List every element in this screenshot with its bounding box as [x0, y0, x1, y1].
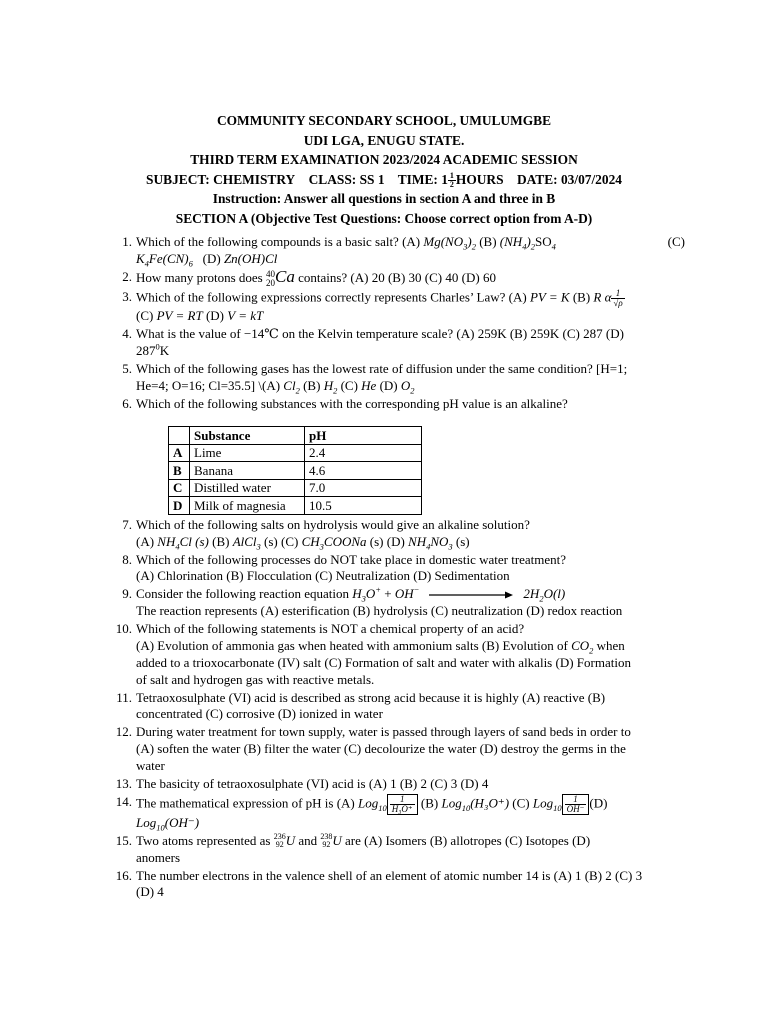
- table-row: D Milk of magnesia 10.5: [169, 497, 422, 515]
- exam-title: THIRD TERM EXAMINATION 2023/2024 ACADEMIC SESSION: [190, 152, 578, 167]
- question-11: 11. Tetraoxosulphate (VI) acid is described as strong acid because it is highly (A) reactive (B) concentrated (C) corrosive (D) ionized in water: [116, 689, 606, 722]
- question-15: 15. Two atoms represented as 236 92 U and 238 92 U are (A) Isomers (B) allotropes (C) Isotopes (D) anomers: [115, 831, 591, 865]
- exam-date: DATE: 03/07/2024: [516, 171, 622, 187]
- question-2: 2. How many protons does 40 20 Ca contains? (A) 20 (B) 30 (C) 40 (D) 60: [122, 266, 496, 288]
- question-7: 7. Which of the following salts on hydrolysis would give an alkaline solution? (A) $NH_4Cl$ (s) (B) AlCl$_3$ (s) (C) $CH_3COONa$ (s) (D) $NH_4NO_3$ (s): [122, 516, 530, 552]
- question-list: [110, 234, 685, 902]
- fraction-one-over-root-rho: $\frac{1}{√\rho}$: [613, 287, 623, 308]
- table-row: A Lime 2.4: [169, 444, 422, 462]
- instruction: Instruction: Answer all questions in section A and three in B: [212, 191, 556, 206]
- table-row: C Distilled water 7.0: [169, 479, 422, 497]
- question-3: 3. Which of the following expressions correctly represents Charles’ Law? (A) PV = K (B) R α $\frac{1}{√\rho}$ (C) PV = RT (D) V = kT: [122, 287, 623, 323]
- reaction-arrow-icon: [429, 591, 513, 599]
- question-6: 6. Which of the following substances with the corresponding pH value is an alkaline? Substance pH A Lime 2.4 B Banana 4.6 C Distilled water 7.0 D Milk of magnesia 10.5: [110, 396, 685, 515]
- question-8: 8. Which of the following processes do NOT take place in domestic water treatment? (A) Chlorination (B) Flocculation (C) Neutralization (D) Sedimentation: [122, 551, 567, 584]
- uranium-238-notation: 238 92: [320, 831, 333, 849]
- time-unit: HOURS: [455, 171, 504, 187]
- bracket-fraction: $\frac{1}{OH^-}$: [562, 794, 590, 815]
- time: TIME: 1: [397, 171, 448, 187]
- question-1: 1. Which of the following compounds is a basic salt? (A) $Mg(NO_3)_2$ (B) $(NH_4)_2SO_4$ (C) $K_4Fe(CN)_6$ (D) Zn(OH)Cl: [122, 234, 685, 269]
- class: CLASS: SS 1: [308, 171, 385, 187]
- question-9: 9. Consider the following reaction equation $H_3O^+ + OH^-$ $2H_2O(l)$ The reaction represents (A) esterification (B) hydrolysis (C) neutralization (D) redox reaction: [122, 585, 623, 619]
- table-header-row: Substance pH: [169, 427, 422, 445]
- question-4: 4. What is the value of −14℃ on the Kelvin temperature scale? (A) 259K (B) 259K (C) 287 (D) $287^0K$: [122, 325, 624, 358]
- exam-header: [0, 111, 768, 228]
- bracket-fraction: $\frac{1}{\text{H₃O⁺}}$: [387, 794, 418, 815]
- time-fraction: $\frac{1}{2}$: [449, 170, 454, 189]
- section-title: SECTION A (Objective Test Questions: Choose correct option from A-D): [175, 210, 593, 226]
- school-name: COMMUNITY SECONDARY SCHOOL, UMULUMGBE: [216, 113, 552, 128]
- uranium-236-notation: 236 92: [273, 831, 286, 849]
- subject: SUBJECT: CHEMISTRY: [146, 171, 296, 187]
- table-row: B Banana 4.6: [169, 462, 422, 480]
- question-12: 12. During water treatment for town supply, water is passed through layers of sand beds in order to (A) soften the water (B) filter the water (C) decolourize the water (D) destroy the germs in the water: [115, 724, 631, 773]
- school-location: UDI LGA, ENUGU STATE.: [303, 132, 465, 148]
- question-5: 5. Which of the following gases has the lowest rate of diffusion under the same condition? [H=1; He=4; O=16; Cl=35.5] \(A) $Cl_2$ (B) $H_2$ (C) He (D) $O_2$: [122, 360, 628, 396]
- question-14: 14. The mathematical expression of pH is (A) Log$_{10}$ $\frac{1}{\text{H₃O⁺}}$ (B) Log$_{10}$(H₃O⁺) (C) Log$_{10}$ $\frac{1}{OH^-}$ (D) Log$_{10}$(OH⁻): [115, 793, 608, 833]
- calcium-isotope-notation: 40 20: [266, 268, 275, 288]
- exam-details: [0, 170, 768, 190]
- question-13: 13. The basicity of tetraoxosulphate (VI) acid is (A) 1 (B) 2 (C) 3 (D) 4: [115, 775, 489, 791]
- question-16: 16. The number electrons in the valence shell of an element of atomic number 14 is (A) 1 (B) 2 (C) 3 (D) 4: [115, 867, 643, 900]
- question-10: 10. Which of the following statements is NOT a chemical property of an acid? (A) Evolution of ammonia gas when heated with ammonium salts (B) Evolution of $CO_2$ when added to a trioxocarbonate (IV) salt (C) Formation of salt and water with alkalis (D) Formation of salt and hydrogen gas with reactive metals.: [115, 621, 631, 687]
- ph-table: [168, 426, 422, 515]
